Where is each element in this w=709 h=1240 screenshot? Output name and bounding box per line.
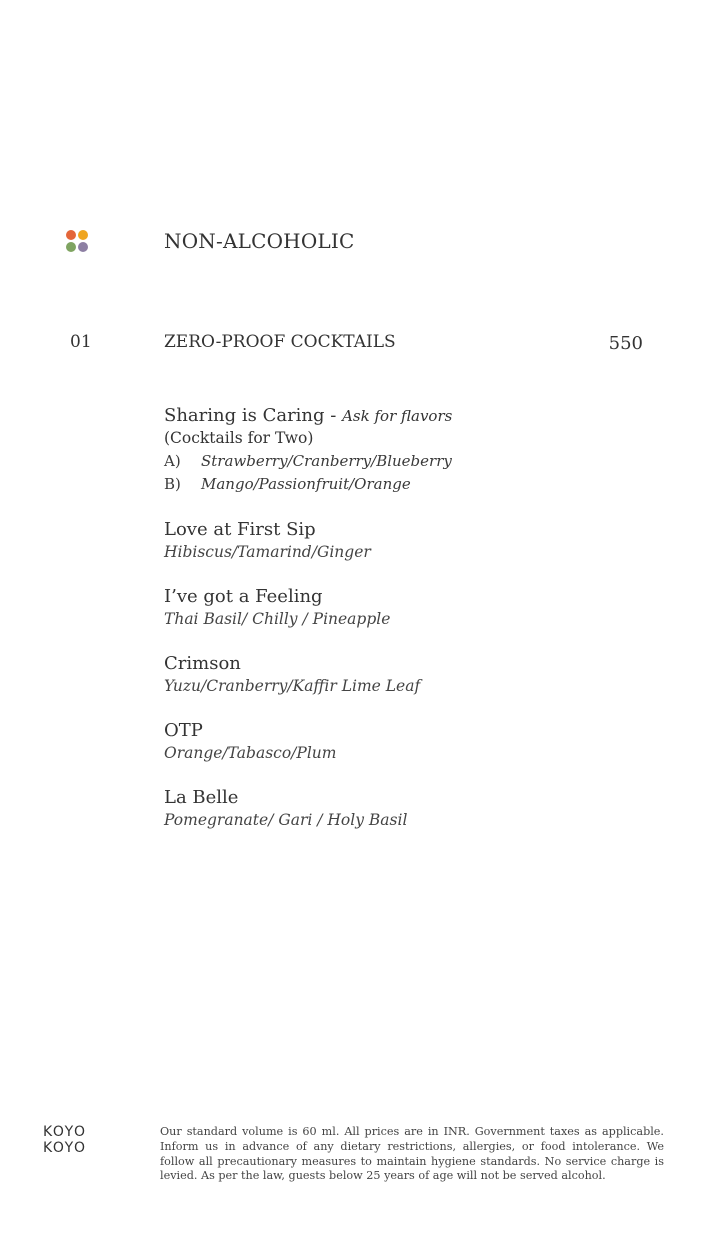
menu-item (164, 652, 604, 697)
item-description: Orange/Tabasco/Plum (164, 744, 337, 762)
item-option (164, 473, 604, 496)
dot-orange (66, 230, 76, 240)
dot-purple (78, 242, 88, 252)
menu-item (164, 786, 604, 831)
item-subtitle: (Cocktails for Two) (164, 429, 314, 447)
menu-item (164, 719, 604, 764)
footer-disclaimer: Our standard volume is 60 ml. All prices are in INR. Government taxes as applicable. Inform us in advance of any dietary restrictions, allergies, or food intolerance. We follow all precautionary measures to maintain hygiene standards. No service charge is levied. As per the law, guests below 25 years of age will not be served alcohol. (160, 1125, 664, 1183)
menu-item (164, 518, 604, 563)
menu-item (164, 404, 604, 496)
item-description: Yuzu/Cranberry/Kaffir Lime Leaf (164, 677, 421, 695)
option-label: B) (164, 475, 181, 493)
section-title: NON-ALCOHOLIC (164, 229, 355, 253)
dot-green (66, 242, 76, 252)
brand-line: KOYO (43, 1124, 87, 1140)
menu-items-list (164, 404, 604, 853)
category-title: ZERO-PROOF COCKTAILS (164, 332, 396, 352)
item-description: Hibiscus/Tamarind/Ginger (164, 543, 371, 561)
item-name: La Belle (164, 787, 239, 808)
item-flavor-note: Ask for flavors (342, 407, 453, 425)
item-name: OTP (164, 720, 203, 741)
option-text: Strawberry/Cranberry/Blueberry (201, 452, 452, 470)
item-name: I’ve got a Feeling (164, 586, 323, 607)
item-name: Sharing is Caring - (164, 405, 337, 426)
option-text: Mango/Passionfruit/Orange (201, 475, 411, 493)
brand-logo (43, 1124, 86, 1156)
item-name: Love at First Sip (164, 519, 316, 540)
logo-dots-icon (66, 230, 90, 254)
item-name: Crimson (164, 653, 241, 674)
item-description: Thai Basil/ Chilly / Pineapple (164, 610, 391, 628)
item-name-row (164, 404, 604, 428)
item-option (164, 450, 604, 473)
option-label: A) (164, 452, 181, 470)
dot-yellow (78, 230, 88, 240)
category-price: 550 (608, 333, 643, 354)
category-number: 01 (70, 332, 92, 352)
item-description: Pomegranate/ Gari / Holy Basil (164, 811, 408, 829)
menu-item (164, 585, 604, 630)
brand-line: KOYO (43, 1140, 87, 1156)
